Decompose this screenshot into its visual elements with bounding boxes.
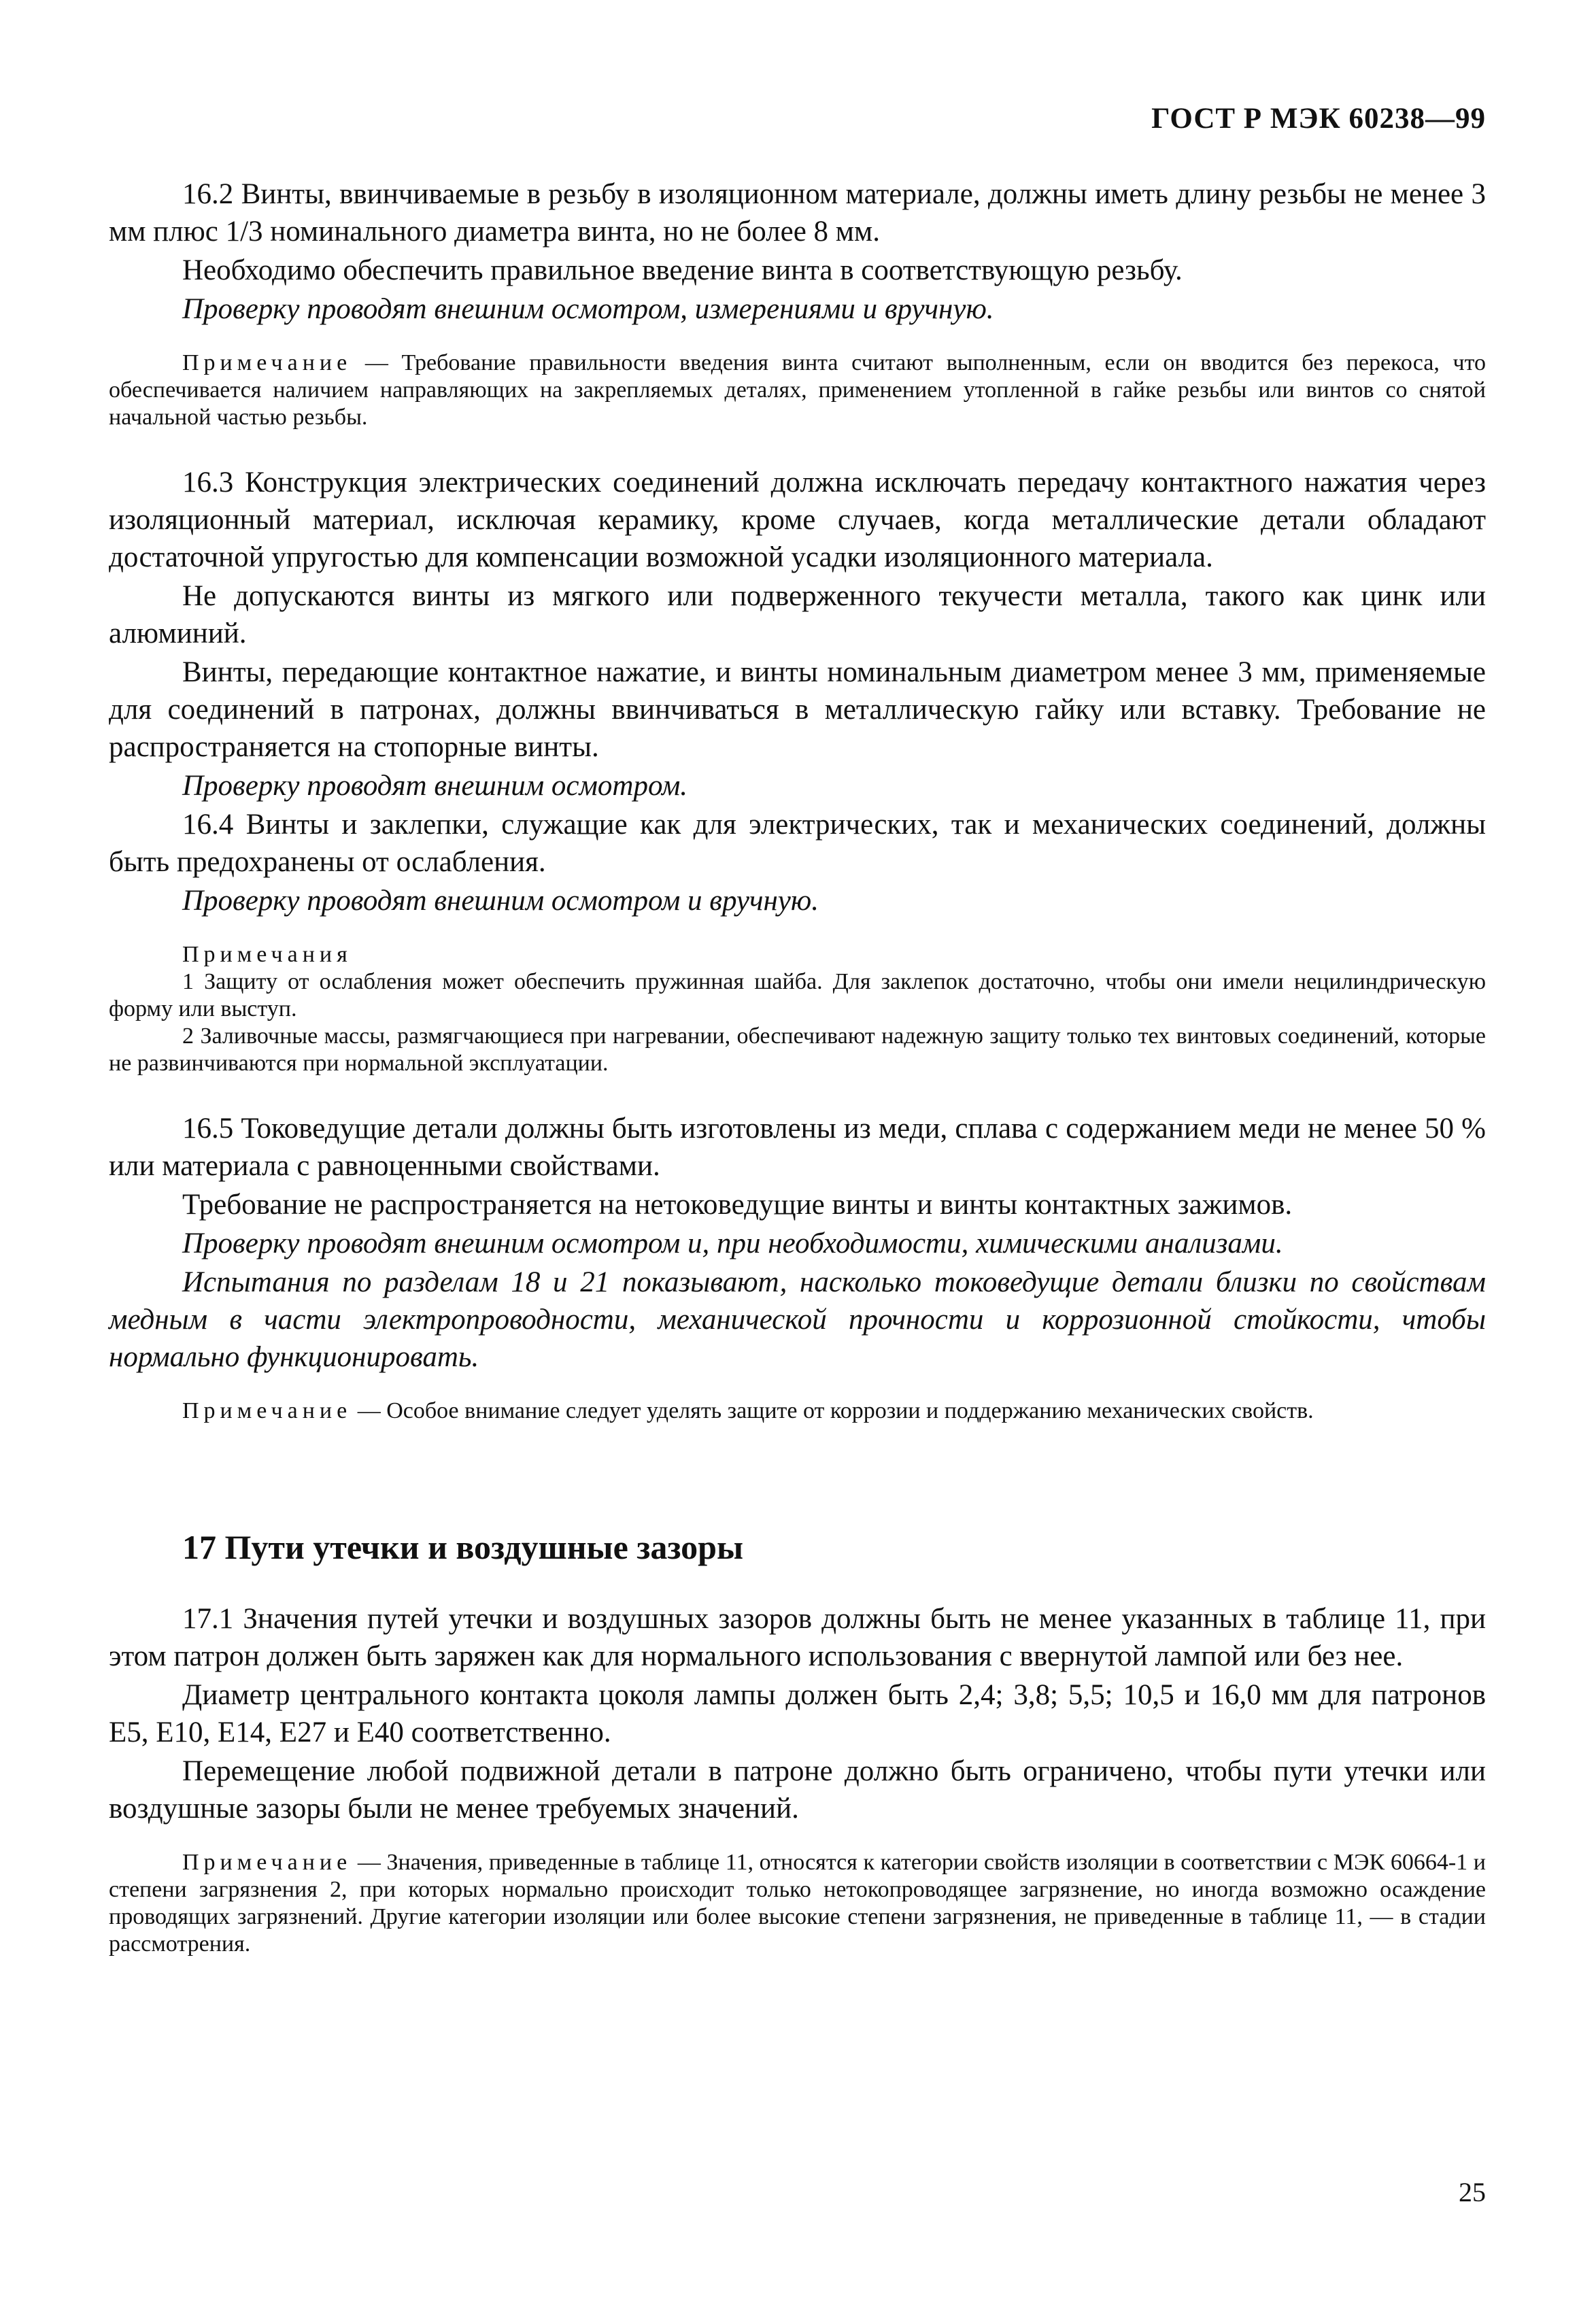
paragraph-17-1: 17.1 Значения путей утечки и воздушных зазоров должны быть не менее указанных в таблице 11, при этом патрон должен быть заряжен как для нормального использования с ввернутой лампой или без нее. bbox=[109, 1603, 1486, 1672]
check-method-16-2: Проверку проводят внешним осмотром, измерениями и вручную. bbox=[182, 293, 994, 325]
paragraph-16-4: 16.4 Винты и заклепки, служащие как для электрических, так и механических соединений, должны быть предохранены от ослабления. bbox=[109, 809, 1486, 878]
paragraph-16-3-b: Не допускаются винты из мягкого или подверженного текучести металла, такого как цинк или алюминий. bbox=[109, 580, 1486, 649]
document-page bbox=[109, 0, 1486, 2302]
notes-heading: Примечания bbox=[182, 942, 352, 967]
check-method-16-5: Проверку проводят внешним осмотром и, при необходимости, химическими анализами. bbox=[182, 1228, 1283, 1259]
note-text: — Требование правильности введения винта считают выполненным, если он вводится без перекоса, что обеспечивается наличием направляющих на закрепляемых деталях, применением утопленной в гайке резьбы или винтов со снятой начальной частью резьбы. bbox=[109, 350, 1486, 430]
note-item-1: 1 Защиту от ослабления может обеспечить пружинная шайба. Для заклепок достаточно, чтобы они имели нецилиндрическую форму или выступ. bbox=[109, 969, 1486, 1021]
note-16-5 bbox=[109, 1398, 1486, 1425]
tests-16-5: Испытания по разделам 18 и 21 показывают, насколько токоведущие детали близки по свойствам медным в части электропроводности, механической прочности и коррозионной стойкости, чтобы нормально функционировать. bbox=[109, 1266, 1486, 1373]
note-text: — Особое внимание следует уделять защите от коррозии и поддержанию механических свойств. bbox=[352, 1398, 1314, 1423]
note-text: — Значения, приведенные в таблице 11, относятся к категории свойств изоляции в соответствии с МЭК 60664-1 и степени загрязнения 2, при которых нормально происходит только нетокопроводящее загрязнение, но иногда возможно осаждение проводящих загрязнений. Другие категории изоляции или более высокие степени загрязнения, не приведенные в таблице 11, — в стадии рассмотрения. bbox=[109, 1850, 1486, 1957]
paragraph-16-3-c: Винты, передающие контактное нажатие, и винты номинальным диаметром менее 3 мм, применяемые для соединений в патронах, должны ввинчиваться в металлическую гайку или вставку. Требование не распространяется на стопорные винты. bbox=[109, 656, 1486, 763]
page-number: 25 bbox=[1459, 2177, 1486, 2207]
note-label: Примечание bbox=[182, 350, 352, 375]
note-16-2 bbox=[109, 350, 1486, 431]
paragraph-16-3: 16.3 Конструкция электрических соединений должна исключать передачу контактного нажатия через изоляционный материал, исключая керамику, кроме случаев, когда металлические детали обладают достаточной упругостью для компенсации возможной усадки изоляционного материала. bbox=[109, 467, 1486, 573]
paragraph-17-1-b: Диаметр центрального контакта цоколя лампы должен быть 2,4; 3,8; 5,5; 10,5 и 16,0 мм для патронов Е5, Е10, Е14, Е27 и Е40 соответственно. bbox=[109, 1679, 1486, 1748]
check-method-16-3: Проверку проводят внешним осмотром. bbox=[182, 770, 688, 802]
paragraph-16-5-b: Требование не распространяется на нетоковедущие винты и винты контактных зажимов. bbox=[182, 1189, 1293, 1221]
section-17-title: 17 Пути утечки и воздушные зазоры bbox=[182, 1528, 744, 1566]
check-method-16-4: Проверку проводят внешним осмотром и вручную. bbox=[182, 885, 819, 917]
paragraph-17-1-c: Перемещение любой подвижной детали в патроне должно быть ограничено, чтобы пути утечки или воздушные зазоры были не менее требуемых значений. bbox=[109, 1755, 1486, 1825]
note-item-2: 2 Заливочные массы, размягчающиеся при нагревании, обеспечивают надежную защиту только тех винтовых соединений, которые не развинчиваются при нормальной эксплуатации. bbox=[109, 1023, 1486, 1076]
document-header: ГОСТ Р МЭК 60238—99 bbox=[1151, 103, 1486, 135]
note-label: Примечание bbox=[182, 1850, 352, 1875]
paragraph-16-5: 16.5 Токоведущие детали должны быть изготовлены из меди, сплава с содержанием меди не менее 50 % или материала с равноценными свойствами. bbox=[109, 1113, 1486, 1182]
document-body bbox=[109, 175, 1486, 1958]
note-17-1 bbox=[109, 1849, 1486, 1958]
paragraph-16-2-b: Необходимо обеспечить правильное введение винта в соответствующую резьбу. bbox=[182, 254, 1183, 286]
paragraph-16-2: 16.2 Винты, ввинчиваемые в резьбу в изоляционном материале, должны иметь длину резьбы не менее 3 мм плюс 1/3 номинального диаметра винта, но не более 8 мм. bbox=[109, 178, 1486, 248]
note-label: Примечание bbox=[182, 1398, 352, 1423]
